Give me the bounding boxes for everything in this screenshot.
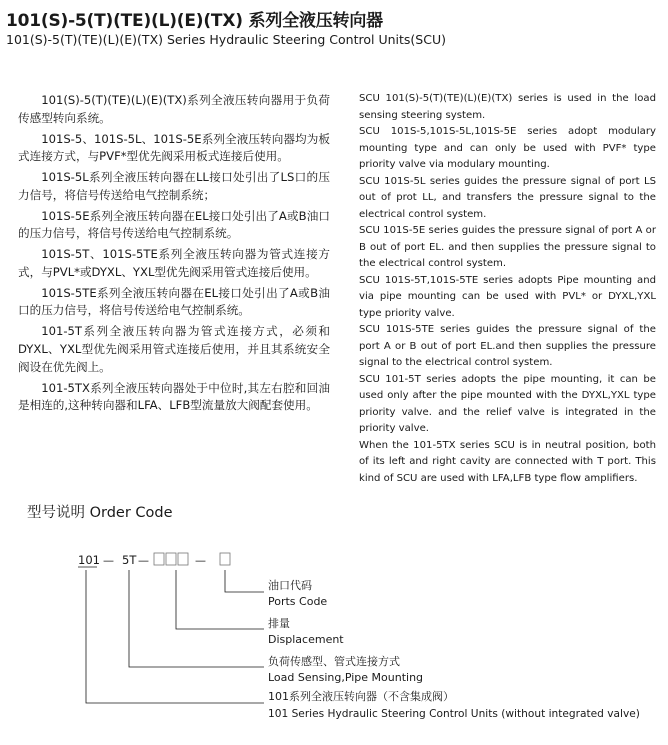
code-box xyxy=(166,553,176,565)
paragraph-en: SCU 101S-5TE series guides the pressure signal of the port A or B out of port EL.and then supplies the pressure signal to the electrical control system. xyxy=(359,324,656,368)
code-box xyxy=(178,553,188,565)
page-title: 101(S)-5(T)(TE)(L)(E)(TX) 系列全液压转向器 xyxy=(6,11,383,31)
paragraph-en: SCU 101S-5T,101S-5TE series adopts Pipe mounting and via pipe mounting can be used with PVL* or DYXL,YXL type priority valve. xyxy=(359,274,656,319)
callout-ports-code-cn: 油口代码 xyxy=(268,579,312,592)
leader-ports-code xyxy=(225,570,264,592)
paragraph-en: SCU 101(S)-5(T)(TE)(L)(E)(TX) series is used in the load sensing steering system. xyxy=(359,93,656,121)
callout-load-sensing-cn: 负荷传感型、管式连接方式 xyxy=(268,655,400,668)
leader-load-sensing xyxy=(129,570,264,667)
callout-ports-code-en: Ports Code xyxy=(268,595,328,608)
callout-series-en: 101 Series Hydraulic Steering Control Units (without integrated valve) xyxy=(268,708,640,720)
callout-displacement-en: Displacement xyxy=(268,633,344,646)
order-code-diagram xyxy=(0,540,668,745)
paragraph-en: SCU 101S-5L series guides the pressure signal of port LS out of prot LL, and transfers the pressure signal to the electrical control system. xyxy=(359,175,656,220)
paragraph-en: SCU 101S-5,101S-5L,101S-5E series adopt modulary mounting type and can only be used with PVF* type priority valve via modulary mounting. xyxy=(359,126,656,170)
code-box xyxy=(154,553,164,565)
leader-series xyxy=(86,570,264,703)
code-dash: — xyxy=(103,554,114,567)
description-english-column xyxy=(359,91,656,487)
paragraph-cn: 101S-5E系列全液压转向器在EL接口处引出了A或B油口的压力信号，将信号传送给电气控制系统。 xyxy=(18,208,330,241)
callout-load-sensing-en: Load Sensing,Pipe Mounting xyxy=(268,671,424,684)
paragraph-cn: 101S-5、101S-5L、101S-5E系列全液压转向器均为板式连接方式，与PVF*型优先阀采用板式连接后使用。 xyxy=(18,131,330,164)
paragraph-cn: 101S-5L系列全液压转向器在LL接口处引出了LS口的压力信号，将信号传送给电气控制系统； xyxy=(18,170,330,202)
leader-displacement xyxy=(176,570,264,629)
code-model: 5T xyxy=(122,553,137,567)
paragraph-cn: 101-5T系列全液压转向器为管式连接方式，必须和DYXL、YXL型优先阀采用管式连接后使用，并且其系统安全阀设在优先阀上。 xyxy=(18,324,330,374)
paragraph-en: When the 101-5TX series SCU is in neutral position, both of its left and right cavity are connected with T port. This kind of SCU are used with LFA,LFB type flow amplifiers. xyxy=(359,439,656,484)
paragraph-en: SCU 101-5T series adopts the pipe mounting, it can be used only after the pipe mounted with the DYXL,YXL type priority valve. and the relief valve is integrated in the priority valve. xyxy=(359,373,656,434)
description-chinese-column xyxy=(18,92,330,418)
paragraph-cn: 101S-5TE系列全液压转向器在EL接口处引出了A或B油口的压力信号，将信号传送给电气控制系统。 xyxy=(18,285,330,318)
callout-series-cn: 101系列全液压转向器（不含集成阀） xyxy=(268,690,454,703)
code-dash: — xyxy=(138,554,149,567)
paragraph-en: SCU 101S-5E series guides the pressure signal of port A or B out of port EL. and then supplies the pressure signal to the electrical control system. xyxy=(359,225,656,269)
code-prefix: 101 xyxy=(78,553,100,567)
page-subtitle: 101(S)-5(T)(TE)(L)(E)(TX) Series Hydraulic Steering Control Units(SCU) xyxy=(6,32,446,47)
paragraph-cn: 101S-5T、101S-5TE系列全液压转向器为管式连接方式，与PVL*或DYXL、YXL型优先阀采用管式连接后使用。 xyxy=(18,247,330,279)
code-box xyxy=(220,553,230,565)
paragraph-cn: 101(S)-5(T)(TE)(L)(E)(TX)系列全液压转向器用于负荷传感型转向系统。 xyxy=(18,93,330,125)
code-dash: — xyxy=(195,554,206,567)
callout-displacement-cn: 排量 xyxy=(268,617,290,630)
paragraph-cn: 101-5TX系列全液压转向器处于中位时,其左右腔和回油是相连的,这种转向器和LFA、LFB型流量放大阀配套使用。 xyxy=(18,380,330,413)
order-code-heading: 型号说明 Order Code xyxy=(27,505,173,521)
